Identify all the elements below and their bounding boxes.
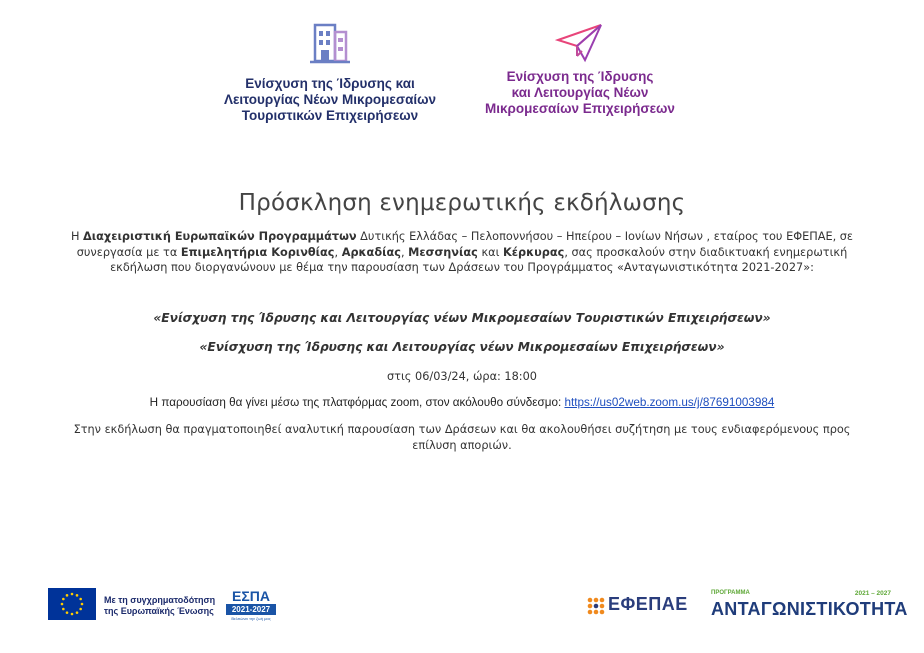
program-title-tourism: «Ενίσχυση της Ίδρυσης και Λειτουργίας νέων Μικρομεσαίων Τουριστικών Επιχειρήσεων» bbox=[153, 311, 771, 325]
eu-flag bbox=[48, 588, 96, 620]
intro-text-4: , bbox=[400, 245, 409, 259]
eu-star bbox=[66, 611, 69, 614]
logo1-line-2: Λειτουργίας Νέων Μικρομεσαίων bbox=[223, 92, 437, 107]
intro-text-1: Η bbox=[70, 230, 84, 243]
eu-star bbox=[71, 613, 74, 616]
logo2-line-3: Μικρομεσαίων Επιχειρήσεων bbox=[485, 101, 675, 116]
eu-star bbox=[79, 598, 82, 601]
eu-star bbox=[61, 603, 64, 606]
logo-tourism-enterprises bbox=[205, 22, 455, 124]
eu-star bbox=[81, 603, 84, 606]
eu-star bbox=[66, 594, 69, 597]
logo-micro-enterprises bbox=[470, 22, 690, 117]
zoom-text: Η παρουσίαση θα γίνει μέσω της πλατφόρμας zoom, στον ακόλουθο σύνδεσμο: bbox=[149, 396, 565, 409]
eu-star bbox=[62, 598, 65, 601]
eu-star bbox=[79, 608, 82, 611]
intro-bold-arcadia: Αρκαδίας bbox=[341, 245, 401, 259]
intro-bold-managing-authority: Διαχειριστική Ευρωπαϊκών Προγραμμάτων bbox=[83, 230, 357, 243]
eu-star bbox=[76, 611, 79, 614]
efepae-dots-icon bbox=[586, 596, 606, 616]
intro-text-5: και bbox=[477, 245, 503, 259]
ant-years: 2021 – 2027 bbox=[854, 590, 891, 597]
closing-paragraph: Στην εκδήλωση θα πραγματοποιηθεί αναλυτική παρουσίαση των Δράσεων και θα ακολουθήσει συζήτηση με τους ενδιαφερόμενους προς επίλυση αποριών. bbox=[73, 423, 851, 452]
logo1-line-1: Ενίσχυση της Ίδρυσης και bbox=[245, 76, 415, 91]
ant-program-label: ΠΡΟΓΡΑΜΜΑ bbox=[711, 590, 750, 596]
zoom-link[interactable]: https://us02web.zoom.us/j/87691003984 bbox=[564, 396, 775, 409]
espa-years: 2021-2027 bbox=[226, 604, 276, 615]
intro-bold-chamber-corinthia: Επιμελητήρια Κορινθίας bbox=[180, 245, 335, 259]
building-icon bbox=[308, 22, 352, 68]
logo1-line-3: Τουριστικών Επιχειρήσεων bbox=[241, 108, 419, 123]
intro-text-2: Δυτικής Ελλάδας – Πελοποννήσου – Ηπείρου – Ιονίων Νήσων , εταίρος του ΕΦΕΠΑΕ, σε συνεργασία με τα bbox=[76, 230, 854, 259]
espa-name: ΕΣΠΑ bbox=[232, 588, 270, 604]
intro-text-6: , σας προσκαλούν στην διαδικτυακή ενημερωτική εκδήλωση που διοργανώνουν με θέμα την παρουσίαση των Δράσεων του Προγράμματος «Ανταγωνιστικότητα 2021-2027»: bbox=[110, 245, 848, 274]
eu-stars-icon bbox=[48, 588, 96, 620]
paper-plane-icon bbox=[555, 22, 605, 64]
event-datetime: στις 06/03/24, ώρα: 18:00 bbox=[387, 370, 537, 383]
eu-text-line-2: της Ευρωπαϊκής Ένωσης bbox=[104, 606, 214, 616]
eu-star bbox=[76, 594, 79, 597]
intro-bold-messinia: Μεσσηνίας bbox=[408, 245, 478, 259]
espa-logo bbox=[226, 589, 276, 621]
espa-tagline: Βελτιώνει την ζωή μας bbox=[231, 616, 271, 621]
page-title: Πρόσκληση ενημερωτικής εκδήλωσης bbox=[238, 190, 686, 216]
eu-text-line-1: Με τη συγχρηματοδότηση bbox=[104, 595, 216, 605]
eu-cofunding-text bbox=[104, 595, 215, 617]
intro-bold-corfu: Κέρκυρας bbox=[502, 245, 565, 259]
eu-star bbox=[71, 593, 74, 596]
eu-star bbox=[62, 608, 65, 611]
program-title-micro: «Ενίσχυση της Ίδρυσης και Λειτουργίας νέων Μικρομεσαίων Επιχειρήσεων» bbox=[199, 340, 725, 354]
zoom-line bbox=[0, 396, 924, 409]
intro-text-3: , bbox=[334, 245, 342, 259]
intro-paragraph bbox=[70, 229, 854, 276]
ant-name: ΑΝΤΑΓΩΝΙΣΤΙΚΟΤΗΤΑ bbox=[711, 599, 908, 619]
logo2-line-1: Ενίσχυση της Ίδρυσης bbox=[506, 69, 654, 84]
logo2-line-2: και Λειτουργίας Νέων bbox=[511, 85, 649, 100]
efepae-name: ΕΦΕΠΑΕ bbox=[608, 594, 688, 614]
